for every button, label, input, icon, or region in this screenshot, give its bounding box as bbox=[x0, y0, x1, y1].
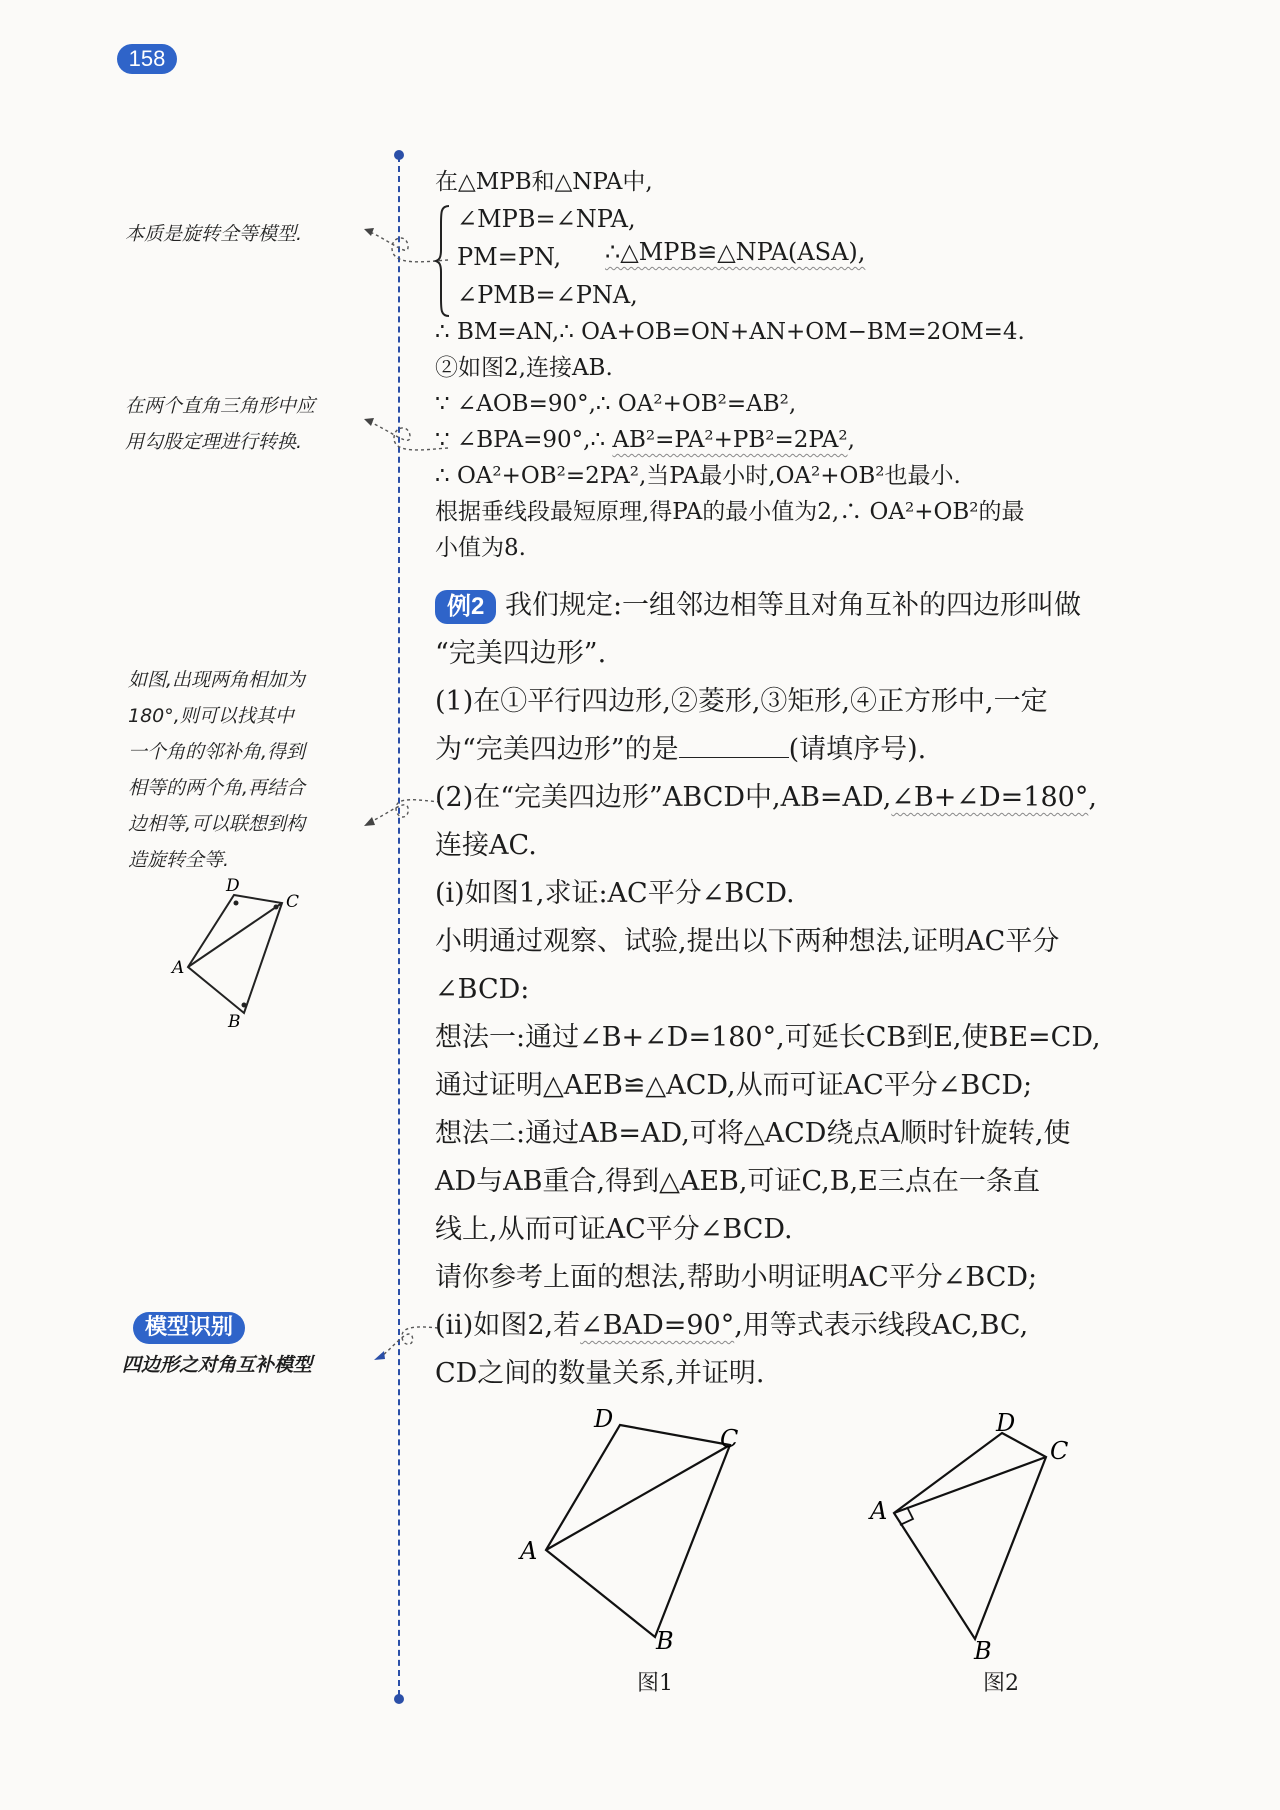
congruence-conclusion: ∴△MPB≌△NPA(ASA), bbox=[605, 238, 866, 266]
figure-1-caption: 图1 bbox=[637, 1671, 673, 1696]
question-ii-line-2: CD之间的数量关系,并证明. bbox=[435, 1358, 765, 1389]
margin-note-supplementary: 如图,出现两角相加为 180°,则可以找其中 一个角的邻补角,得到 相等的两个角,再结合 边相等,可以联想到构 造旋转全等. bbox=[128, 669, 306, 871]
question-ii-line-1: (ⅱ)如图2,若∠BAD=90°,用等式表示线段AC,BC, bbox=[435, 1310, 1029, 1341]
fig1-label-c: C bbox=[720, 1425, 739, 1453]
solution-line-6: 根据垂线段最短原理,得PA的最小值为2,∴ OA²+OB²的最 bbox=[435, 499, 1025, 525]
idea-2-line-3: 线上,从而可证AC平分∠BCD. bbox=[435, 1214, 793, 1245]
brace-row-1: ∠MPB=∠NPA, bbox=[457, 205, 636, 233]
fig2-label-a: A bbox=[870, 1497, 888, 1525]
xiaoming-line-1: 小明通过观察、试验,提出以下两种想法,证明AC平分 bbox=[435, 926, 1060, 957]
question-2-line-a: (2)在“完美四边形”ABCD中,AB=AD,∠B+∠D=180°, bbox=[435, 782, 1097, 813]
fig1-label-b: B bbox=[656, 1627, 674, 1655]
brace-row-3: ∠PMB=∠PNA, bbox=[457, 281, 638, 309]
solution-line-2: ②如图2,连接AB. bbox=[435, 355, 613, 381]
margin-fig-label-a: A bbox=[172, 958, 185, 978]
figure-2 bbox=[862, 1405, 1069, 1665]
idea-1-line-1: 想法一:通过∠B+∠D=180°,可延长CB到E,使BE=CD, bbox=[435, 1022, 1101, 1053]
brace-row-2: PM=PN, bbox=[457, 243, 562, 271]
idea-2-line-2: AD与AB重合,得到△AEB,可证C,B,E三点在一条直 bbox=[435, 1166, 1040, 1197]
fig1-label-a: A bbox=[520, 1537, 538, 1565]
figure-2-caption: 图2 bbox=[983, 1671, 1019, 1696]
question-1-line-a: (1)在①平行四边形,②菱形,③矩形,④正方形中,一定 bbox=[435, 686, 1048, 717]
example-line-2: “完美四边形”. bbox=[435, 638, 607, 669]
solution-intro: 在△MPB和△NPA中, bbox=[435, 169, 653, 195]
margin-divider bbox=[398, 156, 400, 1696]
solution-line-4: ∵ ∠BPA=90°,∴ AB²=PA²+PB²=2PA², bbox=[435, 427, 855, 453]
question-i: (ⅰ)如图1,求证:AC平分∠BCD. bbox=[435, 878, 795, 909]
idea-2-line-1: 想法二:通过AB=AD,可将△ACD绕点A顺时针旋转,使 bbox=[435, 1118, 1071, 1149]
request-line: 请你参考上面的想法,帮助小明证明AC平分∠BCD; bbox=[435, 1262, 1038, 1293]
fig2-label-b: B bbox=[974, 1637, 992, 1665]
wavy-ab-squared: AB²=PA²+PB²=2PA² bbox=[612, 427, 848, 453]
solution-line-3: ∵ ∠AOB=90°,∴ OA²+OB²=AB², bbox=[435, 391, 797, 417]
solution-line-1: ∴ BM=AN,∴ OA+OB=ON+AN+OM−BM=2OM=4. bbox=[435, 319, 1025, 345]
question-1-line-b: 为“完美四边形”的是 (请填序号). bbox=[435, 726, 1175, 774]
wavy-angle-sum: ∠B+∠D=180° bbox=[891, 782, 1089, 813]
margin-fig-label-b: B bbox=[228, 1012, 241, 1032]
model-name: 四边形之对角互补模型 bbox=[122, 1354, 313, 1376]
margin-note-rotation: 本质是旋转全等模型. bbox=[125, 223, 303, 245]
margin-fig-label-c: C bbox=[286, 892, 300, 912]
fig1-label-d: D bbox=[594, 1405, 614, 1433]
model-recognition-badge: 模型识别 bbox=[133, 1312, 245, 1344]
margin-note-pythagoras: 在两个直角三角形中应 用勾股定理进行转换. bbox=[125, 395, 316, 453]
arrow-model bbox=[372, 1320, 442, 1366]
example-tag: 例2 bbox=[435, 590, 496, 624]
fig2-label-c: C bbox=[1050, 1437, 1069, 1465]
brace-system bbox=[435, 200, 1175, 314]
figure-1 bbox=[510, 1405, 750, 1665]
example-2-block bbox=[435, 582, 1175, 1398]
solution-line-5: ∴ OA²+OB²=2PA²,当PA最小时,OA²+OB²也最小. bbox=[435, 463, 961, 489]
solution-line-7: 小值为8. bbox=[435, 535, 526, 561]
divider-top-dot bbox=[394, 150, 404, 160]
answer-blank[interactable] bbox=[679, 729, 789, 758]
page-number-badge: 158 bbox=[117, 44, 177, 74]
solution-block bbox=[435, 164, 1175, 566]
example-line-1: 例2 我们规定:一组邻边相等且对角互补的四边形叫做 bbox=[435, 582, 1175, 630]
divider-bottom-dot bbox=[394, 1694, 404, 1704]
arrow-note3 bbox=[362, 786, 442, 832]
fig2-label-d: D bbox=[996, 1409, 1016, 1437]
xiaoming-line-2: ∠BCD: bbox=[435, 974, 530, 1005]
margin-fig-label-d: D bbox=[226, 876, 240, 896]
left-brace bbox=[435, 204, 451, 318]
margin-quad-figure bbox=[168, 875, 308, 1035]
wavy-right-angle: ∠BAD=90° bbox=[580, 1310, 735, 1341]
question-2-line-b: 连接AC. bbox=[435, 830, 537, 861]
idea-1-line-2: 通过证明△AEB≌△ACD,从而可证AC平分∠BCD; bbox=[435, 1070, 1033, 1101]
